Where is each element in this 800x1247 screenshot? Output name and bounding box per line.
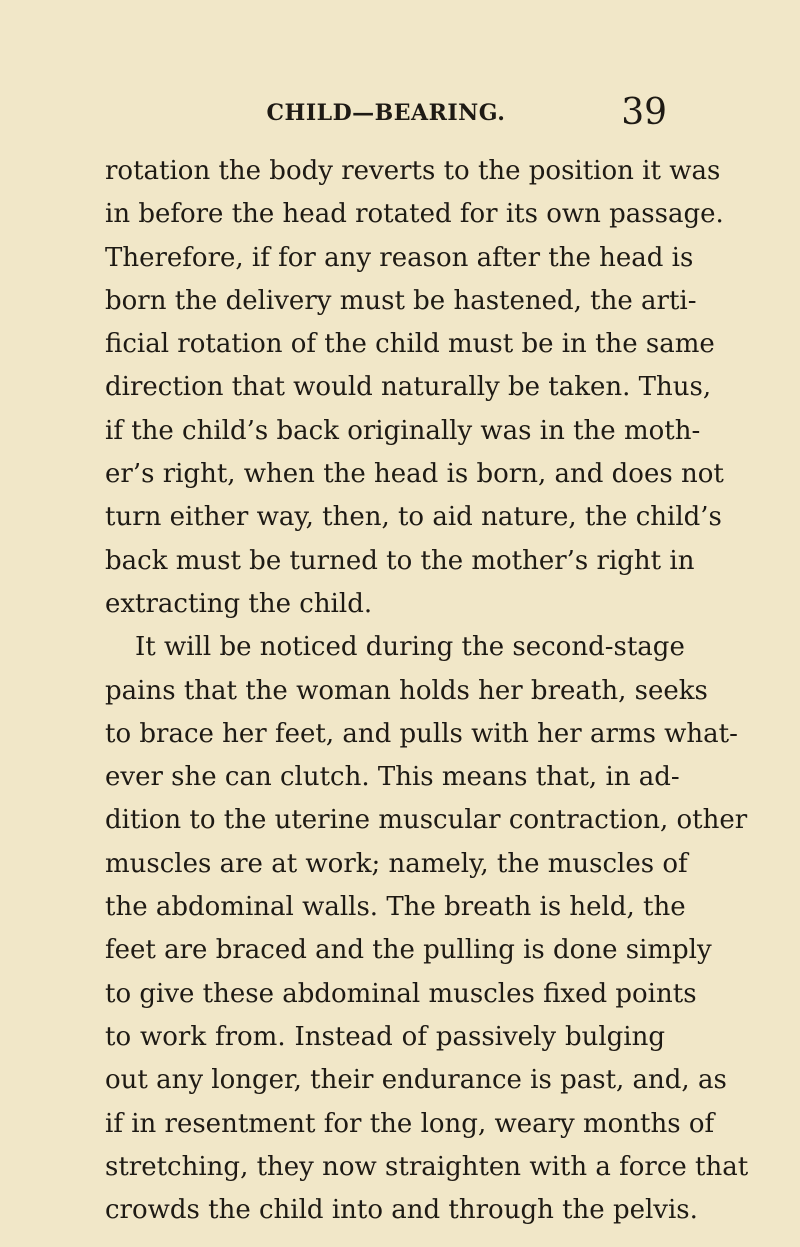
text-line: extracting the child. xyxy=(105,588,373,619)
text-line: to give these abdominal muscles fixed points xyxy=(105,978,697,1009)
text-line: turn either way, then, to aid nature, the child’s xyxy=(105,502,722,533)
text-line: ever she can clutch. This means that, in ad- xyxy=(105,762,680,793)
text-line: Therefore, if for any reason after the head is xyxy=(105,242,694,273)
text-line: out any longer, their endurance is past, and, as xyxy=(105,1065,727,1096)
text-line: stretching, they now straighten with a force that xyxy=(105,1151,749,1182)
body-text xyxy=(105,150,749,1232)
text-line: born the delivery must be hastened, the arti- xyxy=(105,285,697,316)
text-line: if in resentment for the long, weary months of xyxy=(105,1108,715,1139)
text-line: feet are braced and the pulling is done simply xyxy=(105,935,712,966)
page-number: 39 xyxy=(621,92,667,133)
running-title: CHILD—BEARING. xyxy=(266,100,506,126)
text-line: to work from. Instead of passively bulging xyxy=(105,1021,665,1052)
text-line: to brace her feet, and pulls with her arms what- xyxy=(105,718,738,749)
text-line: if the child’s back originally was in the moth- xyxy=(105,415,701,446)
text-line: back must be turned to the mother’s right in xyxy=(105,545,695,576)
text-line: er’s right, when the head is born, and does not xyxy=(105,459,724,490)
text-line: the abdominal walls. The breath is held, the xyxy=(105,892,686,923)
text-line: It will be noticed during the second-stage xyxy=(135,632,685,663)
text-line: crowds the child into and through the pelvis. xyxy=(105,1195,698,1226)
text-line: rotation the body reverts to the position it was xyxy=(105,156,721,186)
text-line: direction that would naturally be taken. Thus, xyxy=(105,372,712,403)
text-line: muscles are at work; namely, the muscles of xyxy=(105,848,688,879)
text-line: in before the head rotated for its own passage. xyxy=(105,199,724,230)
text-line: dition to the uterine muscular contraction, other xyxy=(105,805,748,836)
running-head xyxy=(105,92,667,132)
text-line: pains that the woman holds her breath, seeks xyxy=(105,675,708,706)
text-line: ficial rotation of the child must be in the same xyxy=(105,329,715,360)
